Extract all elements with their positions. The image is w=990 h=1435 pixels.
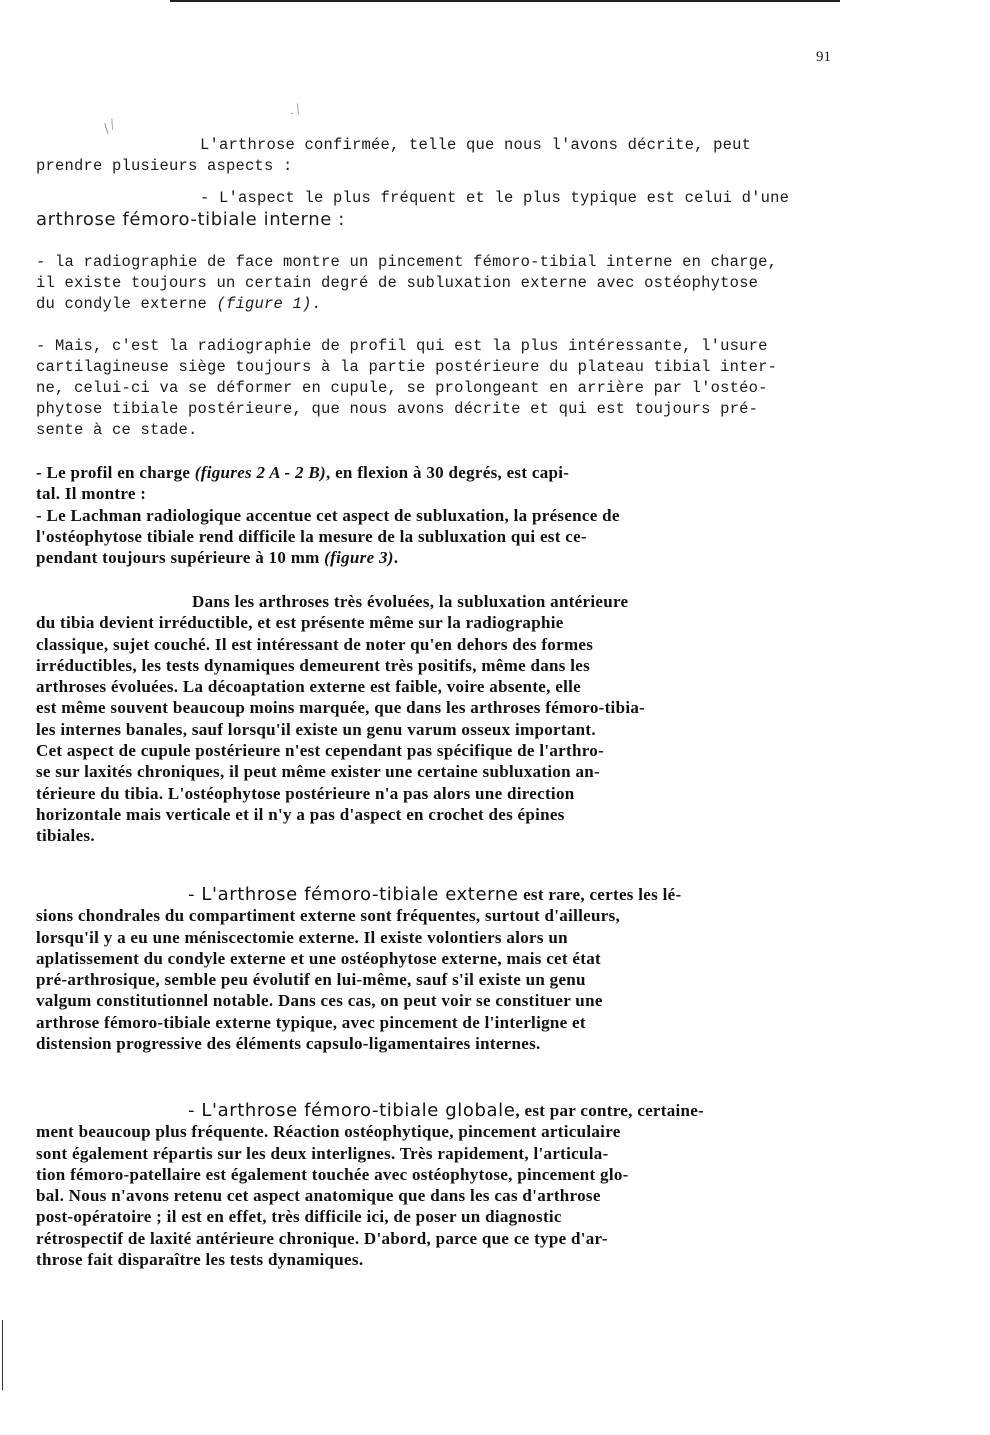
text-line: tibiales.: [36, 826, 95, 846]
text-line: L'arthrose confirmée, telle que nous l'avons décrite, peut: [200, 136, 752, 154]
text-line: l'ostéophytose tibiale rend difficile la mesure de la subluxation qui est ce-: [36, 526, 587, 546]
text-span: est rare, certes les lé-: [518, 885, 682, 904]
text-line: [36, 547, 866, 568]
text-span: - Le profil en charge: [36, 463, 195, 482]
paragraph-arthrose-globale: [36, 1100, 866, 1270]
text-line: Dans les arthroses très évoluées, la subluxation antérieure: [192, 592, 629, 611]
text-line: horizontale mais verticale et il n'y a pas d'aspect en crochet des épines: [36, 804, 565, 824]
text-line: arthroses évoluées. La décoaptation externe est faible, voire absente, elle: [36, 677, 581, 697]
section-heading-externe: - L'arthrose fémoro-tibiale externe: [188, 884, 519, 905]
text-line: aplatissement du condyle externe et une ostéophytose externe, mais cet état: [36, 948, 601, 968]
text-line: prendre plusieurs aspects :: [36, 157, 293, 175]
top-border-line: [170, 0, 840, 2]
page-number: 91: [816, 49, 831, 65]
paragraph-radiographie-face: [36, 252, 866, 315]
text-line: irréductibles, les tests dynamiques demeurent très positifs, même dans les: [36, 655, 591, 675]
text-span: .: [311, 295, 322, 313]
text-line: ne, celui-ci va se déformer en cupule, se prolongeant en arrière par l'ostéo-: [36, 379, 768, 397]
text-line: sont également répartis sur les deux interlignes. Très rapidement, l'articula-: [36, 1143, 609, 1163]
pencil-mark: / ⁄: [100, 118, 119, 137]
text-line: térieure du tibia. L'ostéophytose postérieure n'a pas alors une direction: [36, 783, 575, 803]
pencil-mark: · ⁄: [286, 103, 304, 122]
text-line: [36, 462, 866, 483]
text-line: pré-arthrosique, semble peu évolutif en lui-même, sauf s'il existe un genu: [36, 970, 586, 990]
paragraph-radiographie-profil: [36, 336, 866, 441]
text-line: il existe toujours un certain degré de subluxation externe avec ostéophytose: [36, 274, 759, 292]
section-heading-interne: arthrose fémoro-tibiale interne :: [36, 209, 345, 230]
text-line: Cet aspect de cupule postérieure n'est cependant pas spécifique de l'arthro-: [36, 741, 605, 761]
text-span: , est par contre, certaine-: [515, 1101, 705, 1120]
text-line: - L'aspect le plus fréquent et le plus typique est celui d'une: [200, 189, 790, 207]
text-line: lorsqu'il y a eu une méniscectomie externe. Il existe volontiers alors un: [36, 927, 568, 947]
text-line: phytose tibiale postérieure, que nous avons décrite et qui est toujours pré-: [36, 400, 759, 418]
paragraph-profil-en-charge: [36, 462, 866, 568]
paragraph-arthroses-evoluees: [36, 591, 866, 847]
text-line: les internes banales, sauf lorsqu'il existe un genu varum osseux important.: [36, 719, 596, 739]
figure-reference: (figures 2 A - 2 B): [194, 463, 326, 482]
text-line: classique, sujet couché. Il est intéressant de noter qu'en dehors des formes: [36, 634, 594, 654]
text-line: cartilagineuse siège toujours à la partie postérieure du plateau tibial inter-: [36, 358, 778, 376]
text-line: rétrospectif de laxité antérieure chronique. D'abord, parce que ce type d'ar-: [36, 1228, 608, 1248]
text-line: [36, 1100, 866, 1121]
text-span: , en flexion à 30 degrés, est capi-: [325, 463, 570, 482]
paragraph-intro: [36, 135, 866, 177]
text-line: du tibia devient irréductible, et est présente même sur la radiographie: [36, 613, 564, 633]
text-line: - la radiographie de face montre un pincement fémoro-tibial interne en charge,: [36, 253, 778, 271]
text-line: est même souvent beaucoup moins marquée, que dans les arthroses fémoro-tibia-: [36, 698, 646, 718]
text-line: - Mais, c'est la radiographie de profil qui est la plus intéressante, l'usure: [36, 337, 768, 355]
text-span: .: [393, 548, 399, 568]
text-line: post-opératoire ; il est en effet, très difficile ici, de poser un diagnostic: [36, 1207, 562, 1227]
text-line: valgum constitutionnel notable. Dans ces cas, on peut voir se constituer une: [36, 991, 603, 1011]
text-line: - Le Lachman radiologique accentue cet aspect de subluxation, la présence de: [36, 505, 620, 525]
text-line: se sur laxités chroniques, il peut même exister une certaine subluxation an-: [36, 762, 600, 782]
section-heading-globale: - L'arthrose fémoro-tibiale globale: [188, 1100, 516, 1121]
paragraph-arthrose-externe: [36, 884, 866, 1054]
text-line: tal. Il montre :: [36, 484, 147, 504]
figure-reference: (figure 3): [324, 548, 394, 568]
text-line: tion fémoro-patellaire est également touchée avec ostéophytose, pincement glo-: [36, 1164, 629, 1184]
text-line: arthrose fémoro-tibiale externe typique, avec pincement de l'interligne et: [36, 1012, 586, 1032]
text-line: [36, 294, 866, 315]
text-line: [36, 884, 866, 905]
text-line: bal. Nous n'avons retenu cet aspect anatomique que dans les cas d'arthrose: [36, 1186, 601, 1206]
left-margin-line: [2, 1320, 3, 1390]
figure-reference: (figure 1): [216, 295, 312, 313]
paragraph-aspect-interne: [36, 188, 866, 230]
text-span: pendant toujours supérieure à 10 mm: [36, 548, 325, 568]
text-line: ment beaucoup plus fréquente. Réaction ostéophytique, pincement articulaire: [36, 1122, 621, 1142]
text-line: throse fait disparaître les tests dynamiques.: [36, 1250, 364, 1270]
text-line: distension progressive des éléments capsulo-ligamentaires internes.: [36, 1034, 541, 1054]
text-line: sions chondrales du compartiment externe sont fréquentes, surtout d'ailleurs,: [36, 906, 621, 926]
text-line: sente à ce stade.: [36, 421, 198, 439]
text-span: du condyle externe: [36, 295, 217, 313]
